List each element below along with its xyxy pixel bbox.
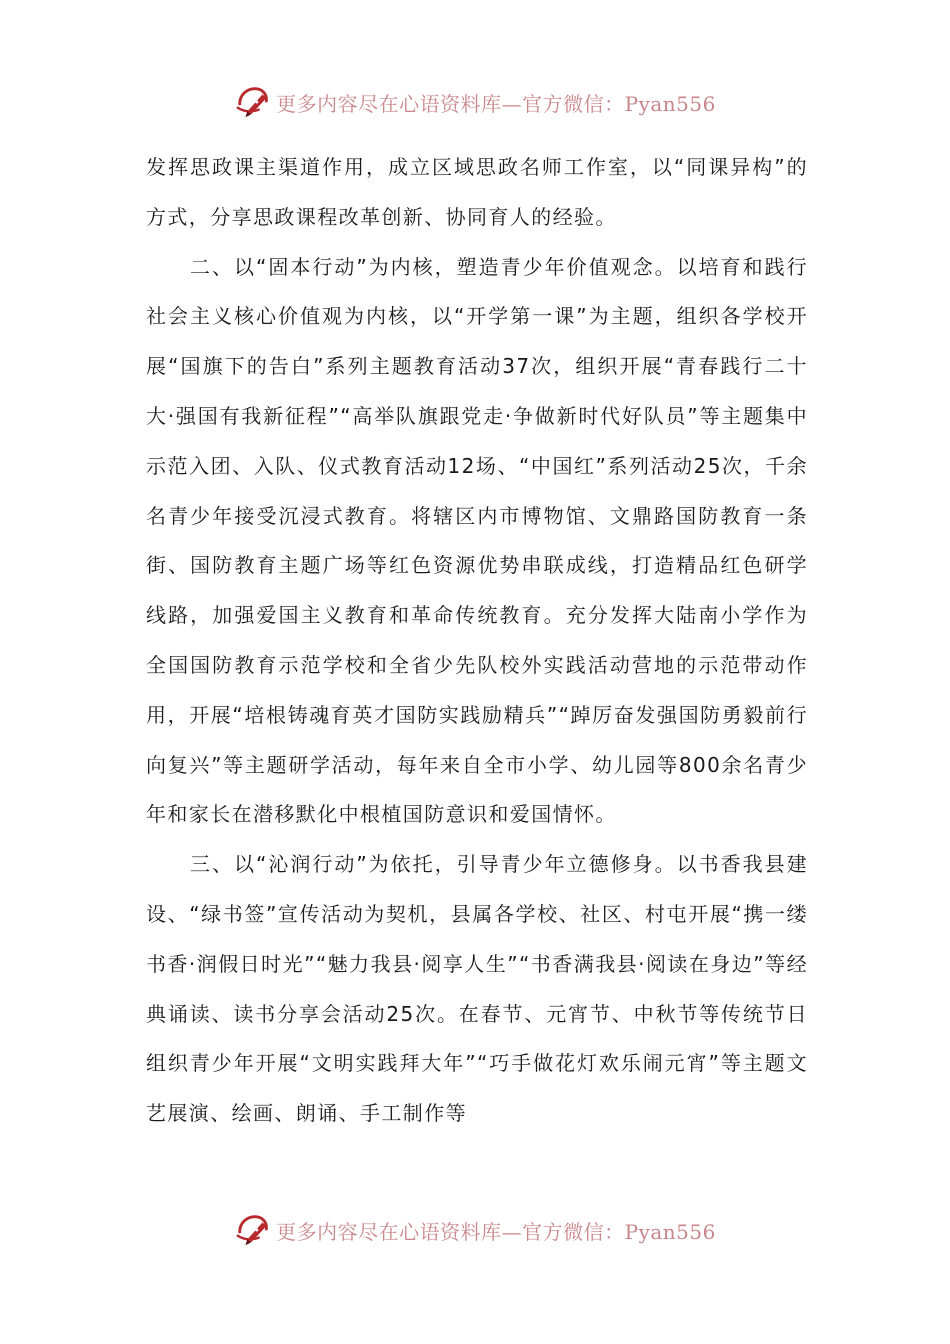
document-body	[146, 143, 808, 1139]
paragraph-continuation: 发挥思政课主渠道作用，成立区域思政名师工作室，以“同课异构”的方式，分享思政课程改革创新、协同育人的经验。	[146, 155, 808, 229]
footer-watermark	[0, 1208, 950, 1252]
paragraph-section-two: 二、以“固本行动”为内核，塑造青少年价值观念。以培育和践行社会主义核心价值观为内核，以“开学第一课”为主题，组织各学校开展“国旗下的告白”系列主题教育活动37次，组织开展“青春践行二十大·强国有我新征程”“高举队旗跟党走·争做新时代好队员”等主题集中示范入团、入队、仪式教育活动12场、“中国红”系列活动25次，千余名青少年接受沉浸式教育。将辖区内市博物馆、文鼎路国防教育一条街、国防教育主题广场等红色资源优势串联成线，打造精品红色研学线路，加强爱国主义教育和革命传统教育。充分发挥大陆南小学作为全国国防教育示范学校和全省少先队校外实践活动营地的示范带动作用，开展“培根铸魂育英才国防实践励精兵”“踔厉奋发强国防勇毅前行向复兴”等主题研学活动，每年来自全市小学、幼儿园等800余名青少年和家长在潜移默化中根植国防意识和爱国情怀。	[146, 254, 808, 827]
header-brand-text: 更多内容尽在心语资料库—官方微信：Pyan556	[276, 91, 716, 116]
header-watermark	[0, 80, 950, 124]
pen-nib-logo-icon	[234, 1211, 272, 1249]
footer-brand-text: 更多内容尽在心语资料库—官方微信：Pyan556	[276, 1219, 716, 1244]
pen-nib-logo-icon	[234, 83, 272, 121]
paragraph-section-three: 三、以“沁润行动”为依托，引导青少年立德修身。以书香我县建设、“绿书签”宣传活动为契机，县属各学校、社区、村屯开展“携一缕书香·润假日时光”“魅力我县·阅享人生”“书香满我县·阅读在身边”等经典诵读、读书分享会活动25次。在春节、元宵节、中秋节等传统节日组织青少年开展“文明实践拜大年”“巧手做花灯欢乐闹元宵”等主题文艺展演、绘画、朗诵、手工制作等	[146, 852, 808, 1126]
